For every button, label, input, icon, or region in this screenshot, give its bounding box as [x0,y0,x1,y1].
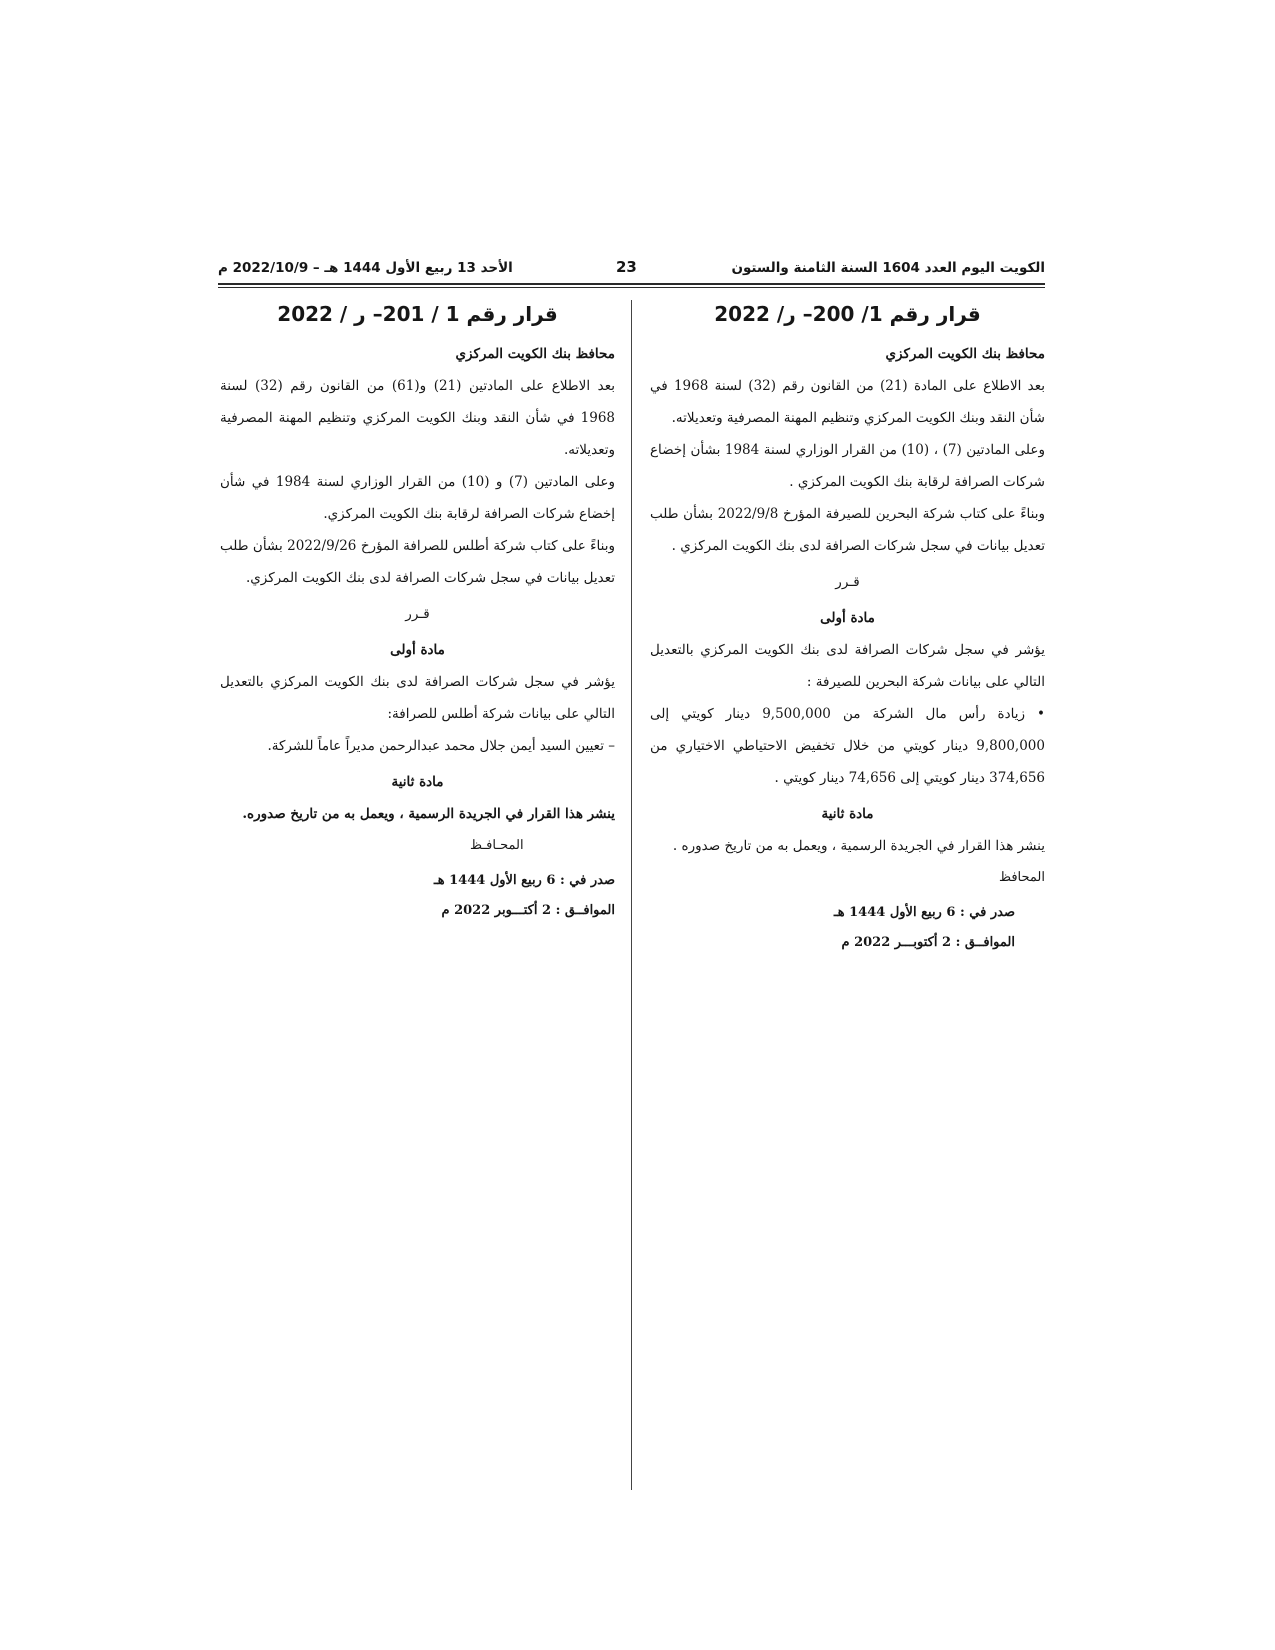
decree-201-article2-text: ينشر هذا القرار في الجريدة الرسمية ، ويعمل به من تاريخ صدوره. [242,806,615,822]
decree-201-preamble-1: بعد الاطلاع على المادتين (21) و(61) من القانون رقم (32) لسنة 1968 في شأن النقد وبنك الكويت المركزي وتنظيم المهنة المصرفية وتعديلاته. [220,378,615,458]
decree-200-preamble-2: وعلى المادتين (7) ، (10) من القرار الوزاري لسنة 1984 بشأن إخضاع شركات الصرافة لرقابة بنك الكويت المركزي . [650,442,1045,490]
decree-200-issued-hijri: صدر في : 6 ربيع الأول 1444 هـ [833,905,1015,920]
decree-201-issued-hijri: صدر في : 6 ربيع الأول 1444 هـ [433,873,615,888]
decree-201-article1-item: – تعيين السيد أيمن جلال محمد عبدالرحمن مديراً عاماً للشركة. [267,738,615,754]
decree-201-article1-heading: مادة أولى [390,642,445,658]
decree-200-dates [650,898,1045,958]
decree-201-decided: قـرر [405,606,430,622]
decree-200-title: قرار رقم 1/ 200– ر/ 2022 [714,302,981,326]
decree-201-preamble-3: وبناءً على كتاب شركة أطلس للصرافة المؤرخ 2022/9/26 بشأن طلب تعديل بيانات في سجل شركات الصرافة لدى بنك الكويت المركزي. [220,538,615,586]
column-divider [631,300,632,1490]
header-rule-thin [218,287,1045,288]
decree-201-article2-heading: مادة ثانية [391,774,444,790]
decree-200-article2-heading: مادة ثانية [821,806,874,822]
decree-201-dates [220,866,615,926]
decree-200-preamble-3: وبناءً على كتاب شركة البحرين للصيرفة المؤرخ 2022/9/8 بشأن طلب تعديل بيانات في سجل شركات الصرافة لدى بنك الكويت المركزي . [650,506,1046,554]
decree-200-article2-text: ينشر هذا القرار في الجريدة الرسمية ، ويعمل به من تاريخ صدوره . [672,838,1045,854]
decree-201-article1-text: يؤشر في سجل شركات الصرافة لدى بنك الكويت المركزي بالتعديل التالي على بيانات شركة أطلس للصرافة: [220,674,615,722]
header-date: الأحد 13 ربيع الأول 1444 هـ – 2022/10/9 م [218,260,513,276]
header-rule [218,283,1045,285]
decree-200-issued-gregorian: الموافــق : 2 أكتوبـــر 2022 م [841,935,1015,950]
decree-201-column [220,300,615,926]
decree-200-decided: قـرر [835,574,860,590]
decree-200-signer: المحافظ [999,870,1045,885]
decree-200-article1-bullet: • زيادة رأس مال الشركة من 9,500,000 دينار كويتي إلى 9,800,000 دينار كويتي من خلال تخفيض الاحتياطي الاختياري من 374,656 دينار كويتي إلى 74,656 دينار كويتي . [650,698,1045,794]
decree-200-column [650,300,1045,958]
decree-201-title: قرار رقم 1 / 201– ر / 2022 [277,302,558,326]
decree-200-issuer: محافظ بنك الكويت المركزي [885,346,1045,362]
decree-201-signer: المحـافـظ [470,838,524,853]
decree-201-issuer: محافظ بنك الكويت المركزي [455,346,615,362]
page-number: 23 [616,258,637,276]
decree-201-preamble-2: وعلى المادتين (7) و (10) من القرار الوزاري لسنة 1984 في شأن إخضاع شركات الصرافة لرقابة بنك الكويت المركزي. [220,474,615,522]
header-issue-info: الكويت اليوم العدد 1604 السنة الثامنة والستون [731,260,1045,276]
decree-201-issued-gregorian: الموافــق : 2 أكتـــوبر 2022 م [441,903,615,918]
decree-200-preamble-1: بعد الاطلاع على المادة (21) من القانون رقم (32) لسنة 1968 في شأن النقد وبنك الكويت المركزي وتنظيم المهنة المصرفية وتعديلاته. [650,378,1045,426]
decree-200-article1-heading: مادة أولى [820,610,875,626]
decree-200-article1-text: يؤشر في سجل شركات الصرافة لدى بنك الكويت المركزي بالتعديل التالي على بيانات شركة البحرين للصيرفة : [650,642,1045,690]
running-header [218,256,1045,286]
